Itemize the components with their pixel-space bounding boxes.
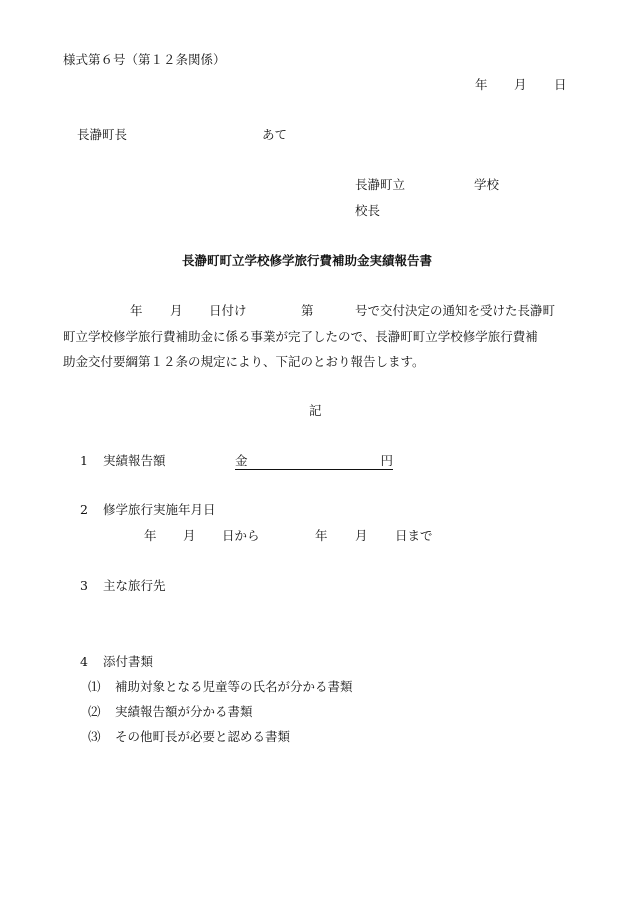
document-title: 長瀞町町立学校修学旅行費補助金実績報告書 [182,253,433,268]
attachment-text: その他町長が必要と認める書類 [115,729,291,744]
date-from-month: 月 [183,528,196,543]
amount-suffix: 円 [380,453,393,468]
date-day-label: 日 [554,77,567,92]
body-year: 年 [130,303,143,318]
body-line1-rest: 号で交付決定の通知を受けた長瀞町 [355,303,556,318]
addressee-suffix: あて [262,127,288,142]
item-label: 実績報告額 [103,453,166,468]
form-number: 様式第６号（第１２条関係） [63,52,226,67]
attachment-marker: ⑴ [88,679,101,694]
date-from-year: 年 [144,528,157,543]
sender-principal: 校長 [355,203,381,218]
body-dated: 日付け [209,303,247,318]
item-label: 主な旅行先 [103,578,166,593]
addressee-name: 長瀞町長 [77,127,128,142]
sender-school-prefix: 長瀞町立 [355,177,406,192]
amount-field [235,453,393,470]
body-month: 月 [170,303,183,318]
date-to-month: 月 [355,528,368,543]
body-line2: 町立学校修学旅行費補助金に係る事業が完了したので、長瀞町町立学校修学旅行費補 [63,329,538,344]
attachment-marker: ⑵ [88,704,101,719]
amount-prefix: 金 [235,453,248,468]
item-label: 添付書類 [103,654,154,669]
date-to-year: 年 [315,528,328,543]
ki-heading: 記 [309,403,322,418]
item-number: 3 [80,578,88,593]
item-number: 1 [80,453,88,468]
item-number: 2 [80,502,88,517]
item-number: 4 [80,654,88,669]
body-line3: 助金交付要綱第１２条の規定により、下記のとおり報告します。 [63,354,425,369]
date-to-day: 日まで [395,528,433,543]
sender-school-suffix: 学校 [474,177,500,192]
date-month-label: 月 [514,77,527,92]
attachment-text: 実績報告額が分かる書類 [115,704,253,719]
body-dai: 第 [301,303,314,318]
attachment-marker: ⑶ [88,729,101,744]
item-label: 修学旅行実施年月日 [103,502,216,517]
attachment-text: 補助対象となる児童等の氏名が分かる書類 [115,679,353,694]
date-year-label: 年 [475,77,488,92]
date-from-day: 日から [222,528,260,543]
